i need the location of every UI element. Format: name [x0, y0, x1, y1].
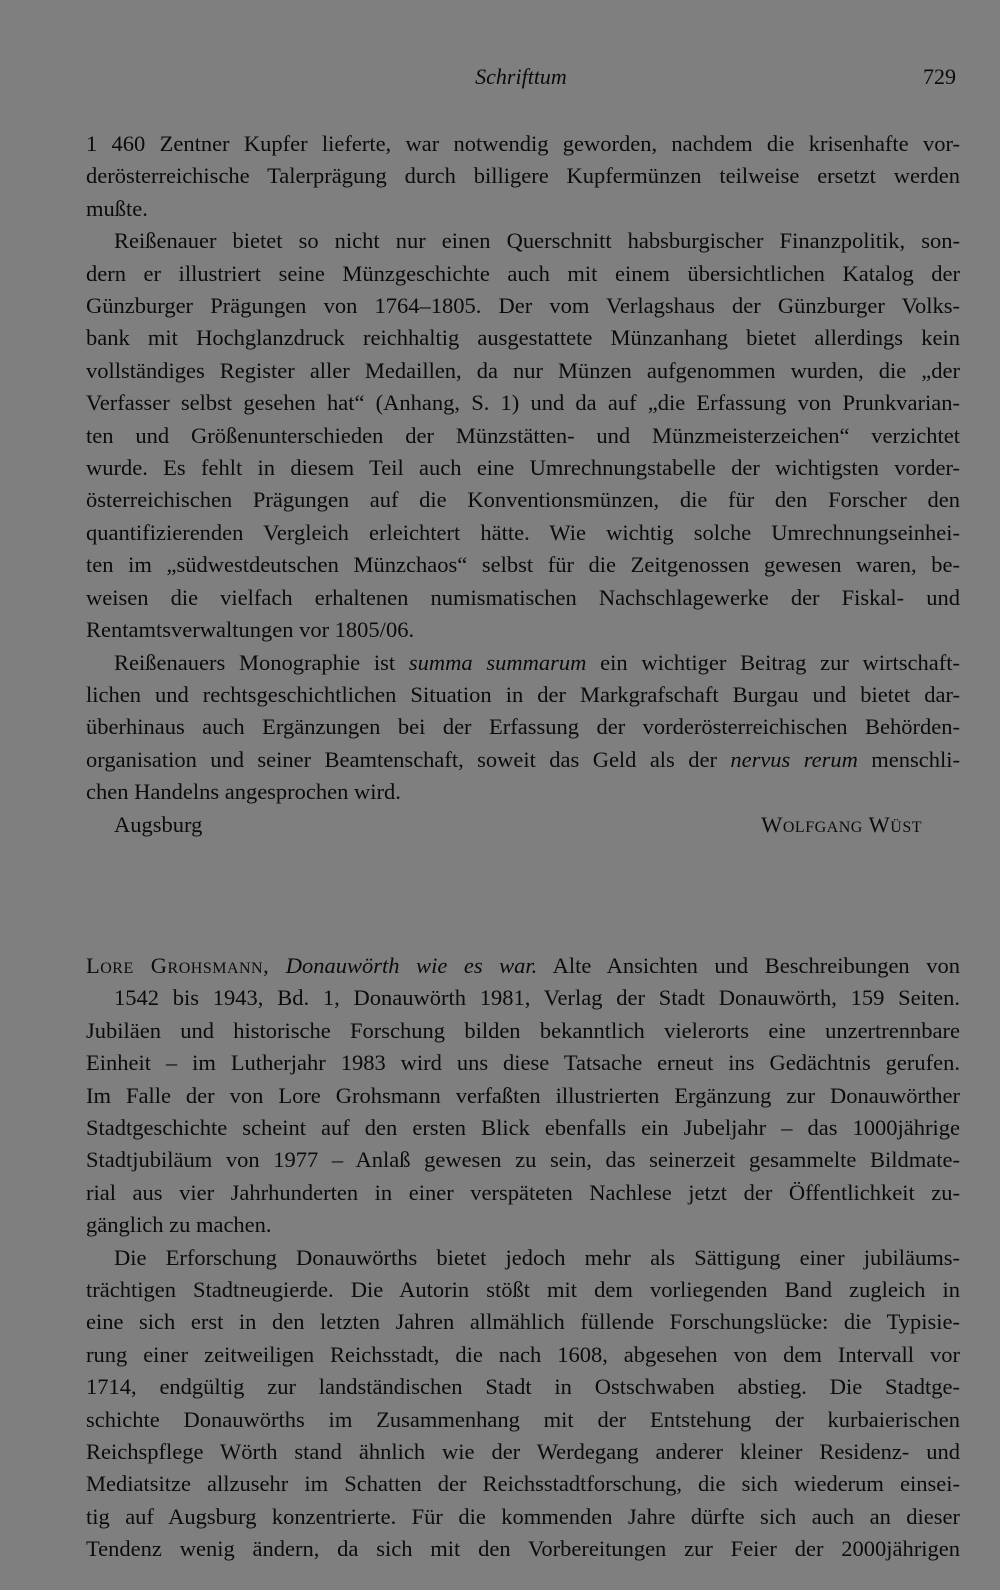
text-line: Tendenz wenig ändern, da sich mit den Vorbereitungen zur Feier der 2000jährigen — [86, 1536, 960, 1562]
section-gap — [86, 841, 960, 950]
text-line: chen Handelns angesprochen wird. — [86, 779, 401, 805]
text-line: 1714, endgültig zur landständischen Stadt in Ostschwaben abstieg. Die Stadtge- — [86, 1374, 960, 1400]
text-span: Alte Ansichten und Beschreibungen von — [537, 952, 960, 978]
text-line: Günzburger Prägungen von 1764–1805. Der vom Verlagshaus der Günzburger Volks- — [86, 293, 960, 319]
text-line: österreichischen Prägungen auf die Konventionsmünzen, die für den Forscher den — [86, 487, 960, 513]
reviewer-name: Wolfgang Wüst — [761, 811, 922, 837]
text-line — [86, 744, 960, 776]
text-line: Stadtgeschichte scheint auf den ersten Blick ebenfalls ein Jubeljahr – das 1000jährige — [86, 1114, 960, 1140]
text-line: dern er illustriert seine Münzgeschichte auch mit einem übersichtlichen Katalog der — [86, 260, 960, 286]
text-line: überhinaus auch Ergänzungen bei der Erfassung der vorderösterreichischen Behörden- — [86, 714, 960, 740]
text-line: mußte. — [86, 195, 148, 221]
review-signature — [86, 809, 960, 841]
italic-phrase: summa summarum — [408, 649, 587, 675]
text-line: weisen die vielfach erhaltenen numismatischen Nachschlagewerke der Fiskal- und — [86, 584, 960, 610]
text-line: rung einer zeitweiligen Reichsstadt, die nach 1608, abgesehen von dem Intervall vor — [86, 1341, 960, 1367]
place: Augsburg — [114, 811, 203, 837]
text-line: Reichspflege Wörth stand ähnlich wie der Werdegang anderer kleiner Residenz- und — [86, 1439, 960, 1465]
text-span: organisation und seiner Beamtenschaft, soweit das Geld als der — [86, 746, 731, 772]
text-line: Mediatsitze allzusehr im Schatten der Reichsstadtforschung, die sich wiederum einsei- — [86, 1471, 960, 1497]
text-line: Verfasser selbst gesehen hat“ (Anhang, S. 1) und da auf „die Erfassung von Prunkvarian- — [86, 390, 960, 416]
page-header — [86, 64, 956, 94]
text-line: trächtigen Stadtneugierde. Die Autorin stößt mit dem vorliegenden Band zugleich in — [86, 1277, 960, 1302]
italic-phrase: nervus rerum — [730, 746, 858, 772]
text-line: schichte Donauwörths im Zusammenhang mit der Entstehung der kurbaierischen — [86, 1406, 960, 1432]
text-line: Reißenauer bietet so nicht nur einen Querschnitt habsburgischer Finanzpolitik, son- — [114, 228, 960, 254]
text-span: Reißenauers Monographie ist — [114, 649, 409, 675]
text-span: menschli- — [857, 746, 960, 772]
text-line: Die Erforschung Donauwörths bietet jedoch mehr als Sättigung einer jubiläums- — [114, 1244, 960, 1270]
book-title: Donauwörth wie es war. — [285, 952, 538, 978]
text-line: Stadtjubiläum von 1977 – Anlaß gewesen zu sein, das seinerzeit gesammelte Bildmate- — [86, 1147, 960, 1173]
text-line: rial aus vier Jahrhunderten in einer verspäteten Nachlese jetzt der Öffentlichkeit zu- — [86, 1179, 960, 1205]
text-line: Einheit – im Lutherjahr 1983 wird uns diese Tatsache erneut ins Gedächtnis gerufen. — [86, 1050, 960, 1076]
text-line: lichen und rechtsgeschichtlichen Situation in der Markgrafschaft Burgau und bietet dar- — [86, 681, 960, 707]
text-line: wurde. Es fehlt in diesem Teil auch eine Umrechnungstabelle der wichtigsten vorder- — [86, 455, 960, 481]
citation-line: 1542 bis 1943, Bd. 1, Donauwörth 1981, Verlag der Stadt Donauwörth, 159 Seiten. — [114, 985, 960, 1011]
text-line: vollständiges Register aller Medaillen, da nur Münzen aufgenommen wurden, die „der — [86, 357, 960, 383]
text-line: derösterreichische Talerprägung durch billigere Kupfermünzen teilweise ersetzt werden — [86, 163, 960, 189]
text-line: ten im „südwestdeutschen Münzchaos“ selbst für die Zeitgenossen gewesen waren, be- — [86, 552, 960, 578]
text-line: Rentamtsverwaltungen vor 1805/06. — [86, 617, 415, 643]
text-line: quantifizierenden Vergleich erleichtert hätte. Wie wichtig solche Umrechnungseinhei- — [86, 519, 960, 545]
text-line: 1 460 Zentner Kupfer lieferte, war notwendig geworden, nachdem die krisenhafte vor- — [86, 131, 960, 156]
text-line: Im Falle der von Lore Grohsmann verfaßten illustrierten Ergänzung zur Donauwörther — [86, 1082, 960, 1108]
text-line: Jubiläen und historische Forschung bilden bekanntlich vielerorts eine unzertrennbare — [86, 1017, 960, 1043]
text-line: bank mit Hochglanzdruck reichhaltig ausgestattete Münzanhang bietet allerdings kein — [86, 325, 960, 351]
author-name: Lore Grohsmann, — [86, 952, 270, 978]
text-line — [86, 647, 960, 679]
text-line: ten und Größenunterschieden der Münzstätten- und Münzmeisterzeichen“ verzichtet — [86, 422, 960, 448]
text-line: eine sich erst in den letzten Jahren allmählich füllende Forschungslücke: die Typisie- — [86, 1309, 960, 1335]
text-span: ein wichtiger Beitrag zur wirtschaft- — [586, 649, 961, 675]
text-line: gänglich zu machen. — [86, 1212, 272, 1238]
page-body — [86, 128, 960, 1566]
citation-line — [86, 950, 960, 982]
page-number: 729 — [923, 64, 956, 89]
text-line: tig auf Augsburg konzentrierte. Für die kommenden Jahre dürfte sich auch an dieser — [86, 1503, 960, 1529]
running-title: Schrifttum — [475, 64, 567, 89]
